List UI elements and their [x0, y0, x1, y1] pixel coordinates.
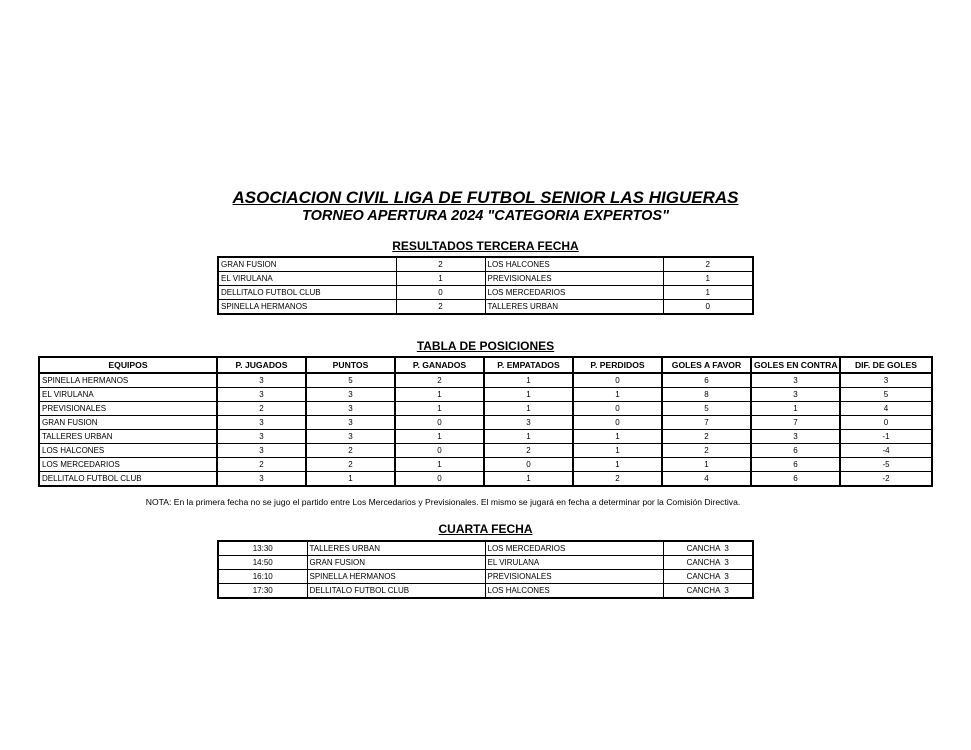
away-goals: 0 — [663, 300, 753, 315]
standings-row — [39, 472, 932, 487]
standings-table — [38, 356, 933, 487]
won: 1 — [395, 388, 484, 402]
home-team: GRAN FUSION — [307, 556, 485, 570]
away-team: PREVISIONALES — [485, 570, 663, 584]
lost: 1 — [573, 458, 662, 472]
away-team: LOS HALCONES — [485, 584, 663, 599]
goal-difference: 3 — [840, 373, 932, 388]
goals-for: 1 — [662, 458, 751, 472]
lost: 0 — [573, 402, 662, 416]
goals-for: 5 — [662, 402, 751, 416]
won: 1 — [395, 402, 484, 416]
schedule-row — [218, 570, 753, 584]
column-header: P. PERDIDOS — [573, 357, 662, 373]
goal-difference: -5 — [840, 458, 932, 472]
column-header: EQUIPOS — [39, 357, 217, 373]
played: 3 — [217, 472, 306, 487]
league-title: ASOCIACION CIVIL LIGA DE FUTBOL SENIOR LAS HIGUERAS — [232, 188, 739, 207]
home-goals: 1 — [396, 272, 485, 286]
home-team: TALLERES URBAN — [307, 541, 485, 556]
goals-for: 6 — [662, 373, 751, 388]
played: 3 — [217, 430, 306, 444]
standings-row — [39, 416, 932, 430]
result-row — [218, 286, 753, 300]
drawn: 1 — [484, 373, 573, 388]
points: 2 — [306, 458, 395, 472]
results-table — [217, 256, 754, 315]
home-goals: 2 — [396, 257, 485, 272]
away-team: TALLERES URBAN — [485, 300, 663, 315]
points: 3 — [306, 402, 395, 416]
field-name: CANCHA 3 — [663, 570, 753, 584]
lost: 0 — [573, 416, 662, 430]
away-team: LOS MERCEDARIOS — [485, 286, 663, 300]
result-row — [218, 257, 753, 272]
drawn: 1 — [484, 472, 573, 487]
away-team: PREVISIONALES — [485, 272, 663, 286]
points: 1 — [306, 472, 395, 487]
won: 0 — [395, 444, 484, 458]
goals-against: 3 — [751, 373, 840, 388]
goals-against: 6 — [751, 458, 840, 472]
standings-row — [39, 388, 932, 402]
standings-row — [39, 430, 932, 444]
goals-for: 8 — [662, 388, 751, 402]
column-header: PUNTOS — [306, 357, 395, 373]
note-text: NOTA: En la primera fecha no se jugo el partido entre Los Mercedarios y Previsionales. El mismo se jugará en fecha a determinar por la Comisión Directiva. — [145, 497, 741, 507]
goal-difference: -1 — [840, 430, 932, 444]
column-header: P. JUGADOS — [217, 357, 306, 373]
match-time: 13:30 — [218, 541, 307, 556]
goals-for: 2 — [662, 430, 751, 444]
goals-against: 3 — [751, 430, 840, 444]
goals-against: 1 — [751, 402, 840, 416]
won: 2 — [395, 373, 484, 388]
played: 3 — [217, 416, 306, 430]
results-title: RESULTADOS TERCERA FECHA — [392, 239, 579, 253]
schedule-row — [218, 541, 753, 556]
points: 2 — [306, 444, 395, 458]
away-team: EL VIRULANA — [485, 556, 663, 570]
lost: 1 — [573, 430, 662, 444]
column-header: DIF. DE GOLES — [840, 357, 932, 373]
home-team: DELLITALO FUTBOL CLUB — [218, 286, 396, 300]
goal-difference: -2 — [840, 472, 932, 487]
away-goals: 1 — [663, 272, 753, 286]
away-goals: 1 — [663, 286, 753, 300]
played: 2 — [217, 458, 306, 472]
match-time: 16:10 — [218, 570, 307, 584]
team-name: TALLERES URBAN — [39, 430, 217, 444]
team-name: GRAN FUSION — [39, 416, 217, 430]
team-name: DELLITALO FUTBOL CLUB — [39, 472, 217, 487]
result-row — [218, 300, 753, 315]
won: 1 — [395, 458, 484, 472]
home-team: DELLITALO FUTBOL CLUB — [307, 584, 485, 599]
goals-against: 3 — [751, 388, 840, 402]
played: 3 — [217, 373, 306, 388]
points: 3 — [306, 388, 395, 402]
away-team: LOS HALCONES — [485, 257, 663, 272]
goal-difference: 4 — [840, 402, 932, 416]
standings-row — [39, 458, 932, 472]
goals-against: 7 — [751, 416, 840, 430]
goal-difference: 5 — [840, 388, 932, 402]
home-goals: 0 — [396, 286, 485, 300]
schedule-row — [218, 556, 753, 570]
home-team: SPINELLA HERMANOS — [218, 300, 396, 315]
schedule-table — [217, 540, 754, 599]
field-name: CANCHA 3 — [663, 556, 753, 570]
team-name: LOS HALCONES — [39, 444, 217, 458]
team-name: EL VIRULANA — [39, 388, 217, 402]
drawn: 1 — [484, 388, 573, 402]
played: 3 — [217, 388, 306, 402]
schedule-title: CUARTA FECHA — [438, 522, 533, 536]
standings-row — [39, 444, 932, 458]
goals-against: 6 — [751, 472, 840, 487]
standings-header-row — [39, 357, 932, 373]
standings-title: TABLA DE POSICIONES — [416, 339, 555, 353]
team-name: PREVISIONALES — [39, 402, 217, 416]
field-name: CANCHA 3 — [663, 541, 753, 556]
home-team: SPINELLA HERMANOS — [307, 570, 485, 584]
team-name: SPINELLA HERMANOS — [39, 373, 217, 388]
lost: 2 — [573, 472, 662, 487]
home-team: GRAN FUSION — [218, 257, 396, 272]
played: 3 — [217, 444, 306, 458]
standings-row — [39, 373, 932, 388]
away-goals: 2 — [663, 257, 753, 272]
drawn: 0 — [484, 458, 573, 472]
lost: 0 — [573, 373, 662, 388]
lost: 1 — [573, 444, 662, 458]
won: 0 — [395, 416, 484, 430]
played: 2 — [217, 402, 306, 416]
goals-against: 6 — [751, 444, 840, 458]
goals-for: 2 — [662, 444, 751, 458]
column-header: P. GANADOS — [395, 357, 484, 373]
goal-difference: 0 — [840, 416, 932, 430]
goal-difference: -4 — [840, 444, 932, 458]
column-header: GOLES EN CONTRA — [751, 357, 840, 373]
lost: 1 — [573, 388, 662, 402]
result-row — [218, 272, 753, 286]
team-name: LOS MERCEDARIOS — [39, 458, 217, 472]
drawn: 1 — [484, 402, 573, 416]
points: 3 — [306, 416, 395, 430]
field-name: CANCHA 3 — [663, 584, 753, 599]
drawn: 2 — [484, 444, 573, 458]
points: 5 — [306, 373, 395, 388]
match-time: 17:30 — [218, 584, 307, 599]
standings-row — [39, 402, 932, 416]
won: 1 — [395, 430, 484, 444]
match-time: 14:50 — [218, 556, 307, 570]
home-goals: 2 — [396, 300, 485, 315]
away-team: LOS MERCEDARIOS — [485, 541, 663, 556]
goals-for: 7 — [662, 416, 751, 430]
drawn: 3 — [484, 416, 573, 430]
column-header: P. EMPATADOS — [484, 357, 573, 373]
home-team: EL VIRULANA — [218, 272, 396, 286]
drawn: 1 — [484, 430, 573, 444]
goals-for: 4 — [662, 472, 751, 487]
schedule-row — [218, 584, 753, 599]
column-header: GOLES A FAVOR — [662, 357, 751, 373]
tournament-subtitle: TORNEO APERTURA 2024 "CATEGORIA EXPERTOS" — [302, 208, 669, 224]
won: 0 — [395, 472, 484, 487]
points: 3 — [306, 430, 395, 444]
